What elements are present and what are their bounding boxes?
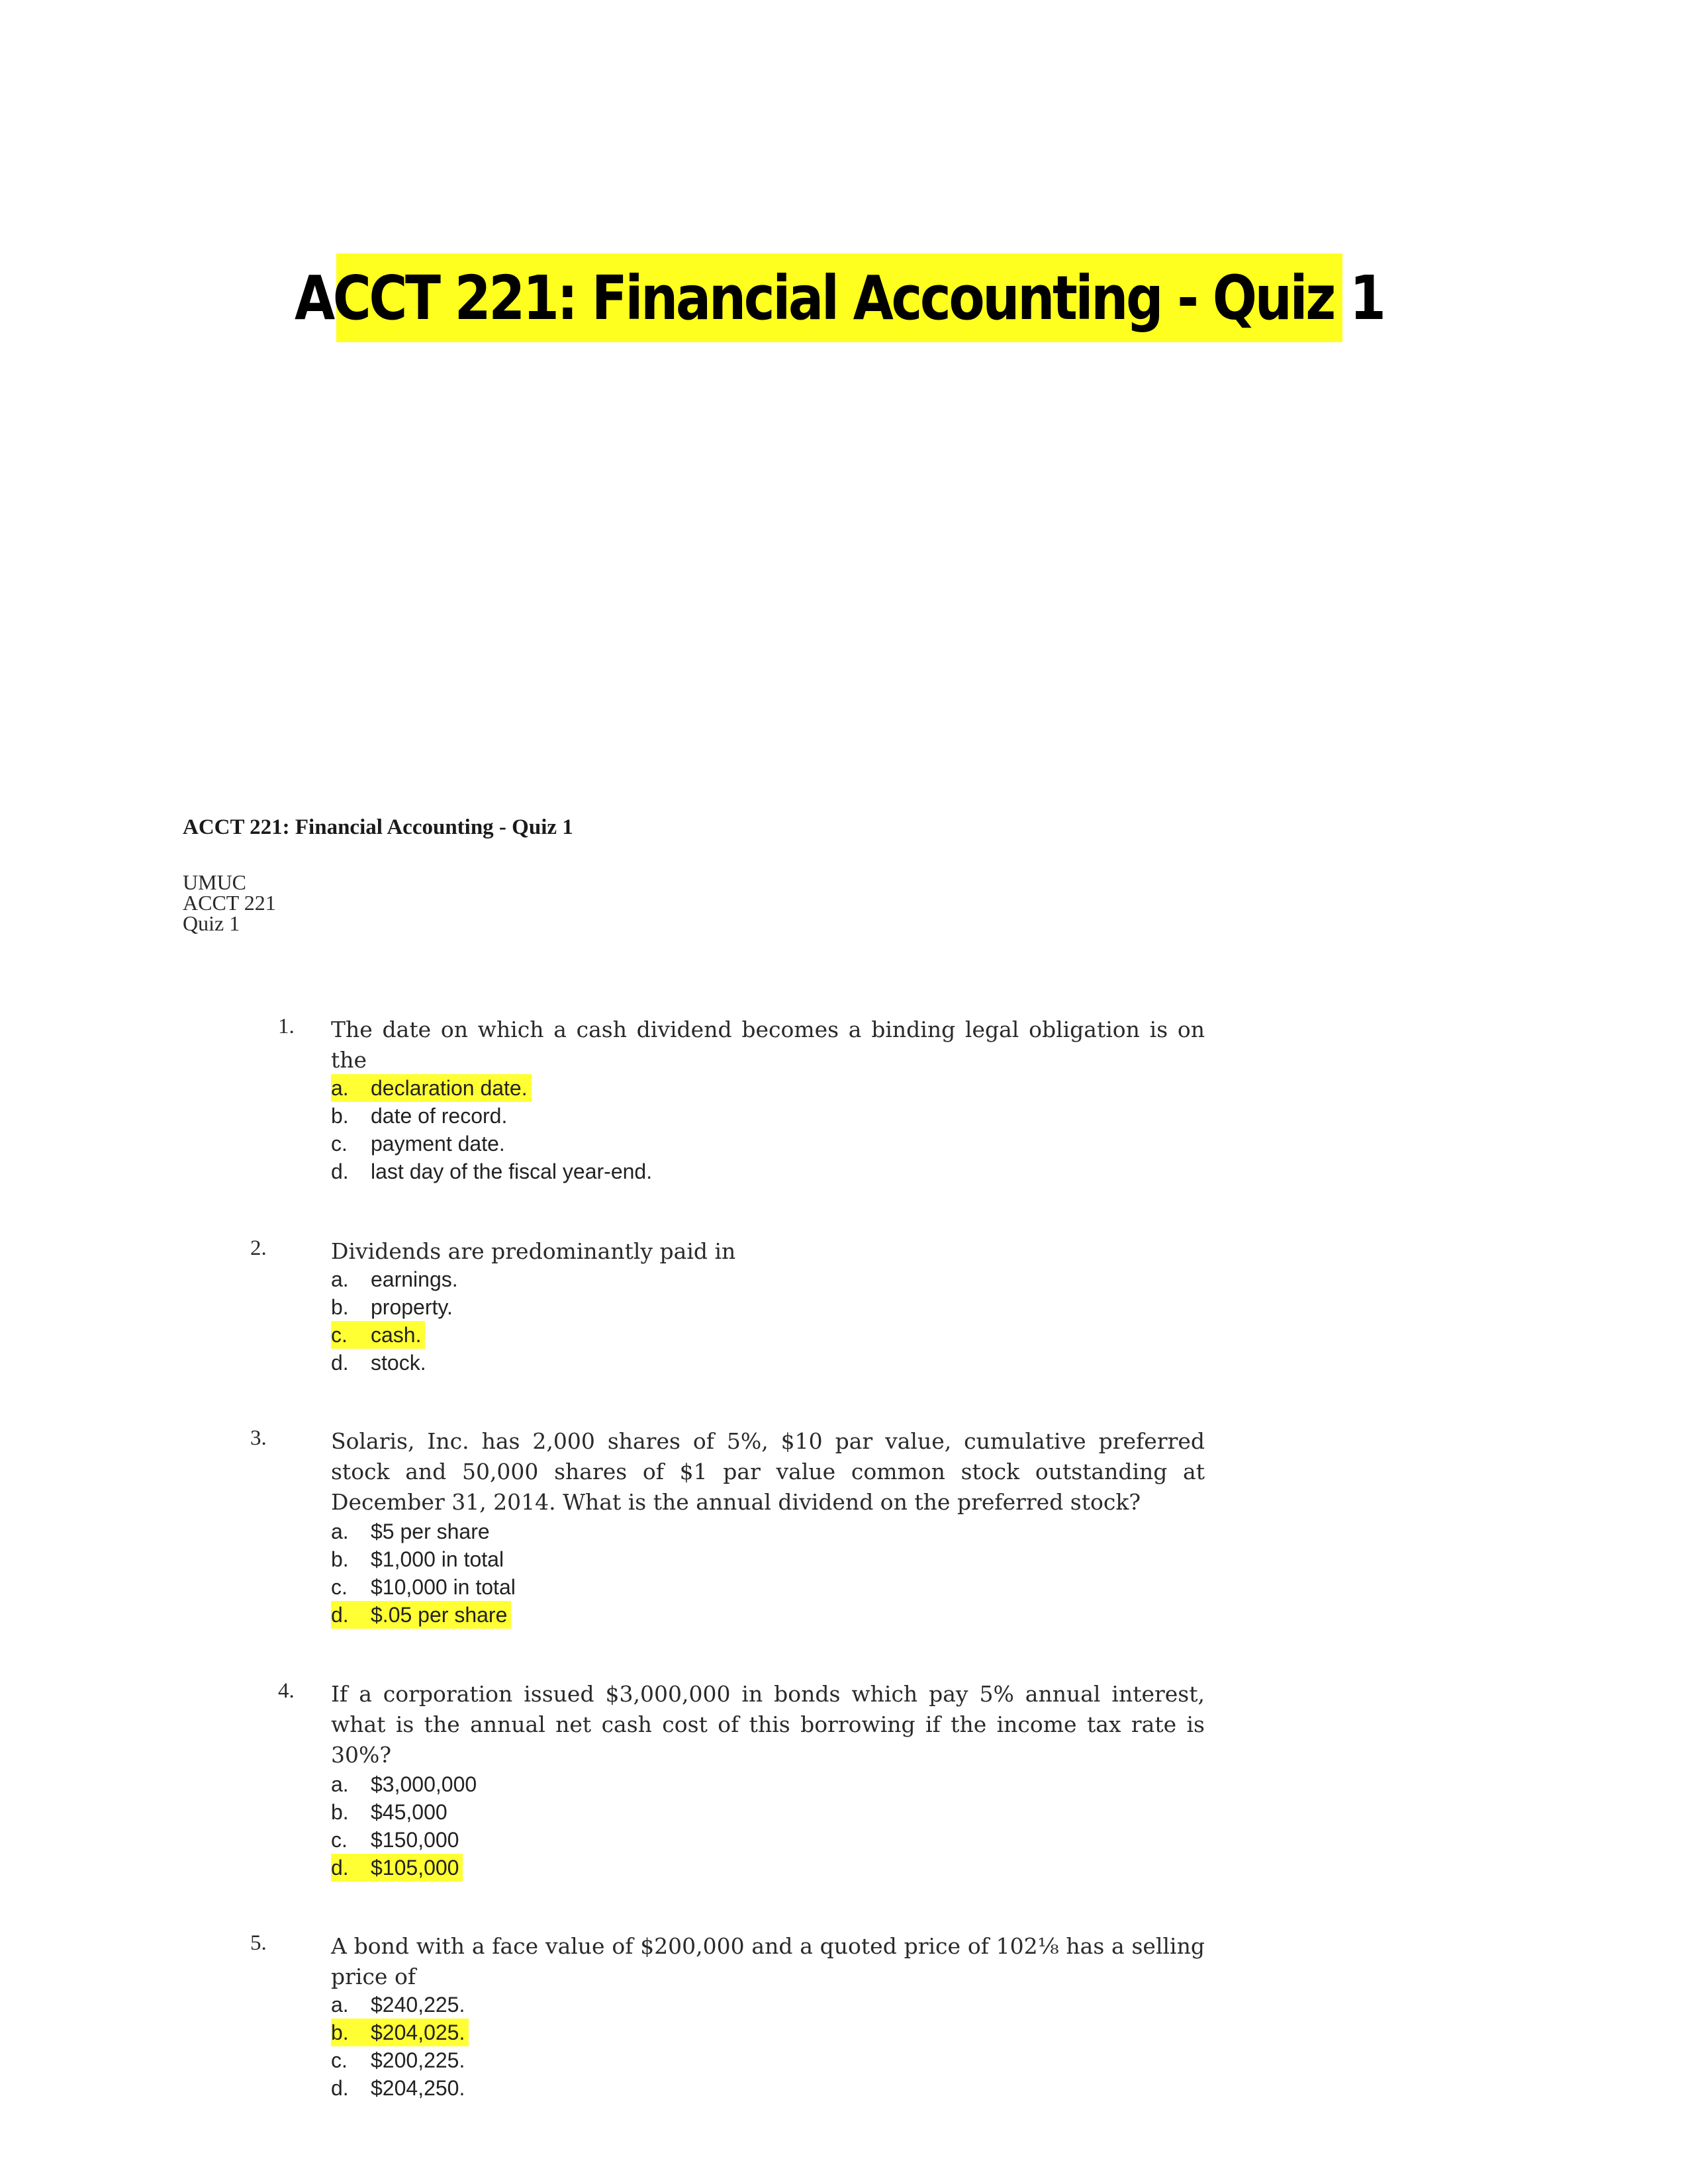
option-text: $.05 per share [371,1603,508,1627]
option-letter: c. [331,1575,348,1599]
option-b [331,2019,469,2046]
option-text: $240,225. [371,1993,465,2017]
option-d [331,1601,520,1629]
option-letter: a. [331,1993,349,2017]
option-letter: d. [331,1603,349,1627]
option-b [331,1102,656,1130]
option-b [331,1798,481,1826]
title-banner [295,253,1384,342]
option-letter: d. [331,1856,349,1880]
option-letter: b. [331,1800,349,1824]
option-text: $204,250. [371,2076,465,2100]
option-c [331,1826,481,1854]
answer-options [331,1991,469,2102]
option-text: property. [371,1295,453,1319]
question-number: 2. [250,1236,267,1260]
option-text: $200,225. [371,2048,465,2072]
meta-school: UMUC [183,870,247,894]
option-letter: c. [331,1323,348,1347]
option-d [331,2074,469,2102]
option-letter: d. [331,2076,349,2100]
option-letter: a. [331,1076,349,1100]
answer-options [331,1265,462,1377]
option-a [331,1265,462,1293]
option-letter: c. [331,2048,348,2072]
option-letter: b. [331,1295,349,1319]
option-text: $3,000,000 [371,1772,477,1796]
option-letter: a. [331,1520,349,1543]
option-letter: b. [331,1104,349,1128]
option-text: date of record. [371,1104,508,1128]
answer-options [331,1074,656,1185]
meta-quiz: Quiz 1 [183,911,240,935]
option-text: $150,000 [371,1828,459,1852]
question-number: 5. [250,1931,267,1955]
option-letter: b. [331,1547,349,1571]
answer-options [331,1518,520,1629]
option-a [331,1518,520,1545]
option-letter: b. [331,2021,349,2044]
option-text: $10,000 in total [371,1575,516,1599]
option-letter: c. [331,1132,348,1156]
question-text: Solaris, Inc. has 2,000 shares of 5%, $10 par value, cumulative preferred stock and 50,000 shares of $1 par value common stock outstanding at December 31, 2014. What is the annual dividend on the preferred stock? [331,1428,1205,1515]
question-text: A bond with a face value of $200,000 and a quoted price of 102⅛ has a selling price of [331,1933,1205,1989]
meta-course: ACCT 221 [183,891,276,915]
document-heading: ACCT 221: Financial Accounting - Quiz 1 [183,815,573,839]
question-number: 3. [250,1426,267,1450]
option-a [331,1770,481,1798]
banner-title: ACCT 221: Financial Accounting - Quiz 1 [295,262,1384,334]
option-letter: a. [331,1267,349,1291]
option-b [331,1545,520,1573]
answer-options [331,1770,481,1882]
option-c [331,1321,462,1349]
option-text: $105,000 [371,1856,459,1880]
option-a [331,1074,656,1102]
option-text: stock. [371,1351,426,1375]
question-text: If a corporation issued $3,000,000 in bonds which pay 5% annual interest, what is the annual net cash cost of this borrowing if the income tax rate is 30%? [331,1681,1205,1768]
option-letter: d. [331,1351,349,1375]
option-letter: a. [331,1772,349,1796]
option-c [331,1130,656,1158]
question-number: 1. [278,1015,295,1038]
option-text: $204,025. [371,2021,465,2044]
option-d [331,1158,656,1185]
option-text: cash. [371,1323,422,1347]
option-text: last day of the fiscal year-end. [371,1160,653,1183]
option-text: earnings. [371,1267,458,1291]
document-meta [183,872,276,934]
option-c [331,2046,469,2074]
option-d [331,1854,481,1882]
option-a [331,1991,469,2019]
option-text: payment date. [371,1132,505,1156]
question-number: 4. [278,1679,295,1703]
option-b [331,1293,462,1321]
question-text: Dividends are predominantly paid in [331,1238,736,1264]
option-d [331,1349,462,1377]
option-letter: c. [331,1828,348,1852]
option-text: $1,000 in total [371,1547,504,1571]
option-letter: d. [331,1160,349,1183]
option-c [331,1573,520,1601]
question-text: The date on which a cash dividend becomes a binding legal obligation is on the [331,1017,1205,1073]
option-text: $5 per share [371,1520,490,1543]
option-text: $45,000 [371,1800,447,1824]
option-text: declaration date. [371,1076,528,1100]
